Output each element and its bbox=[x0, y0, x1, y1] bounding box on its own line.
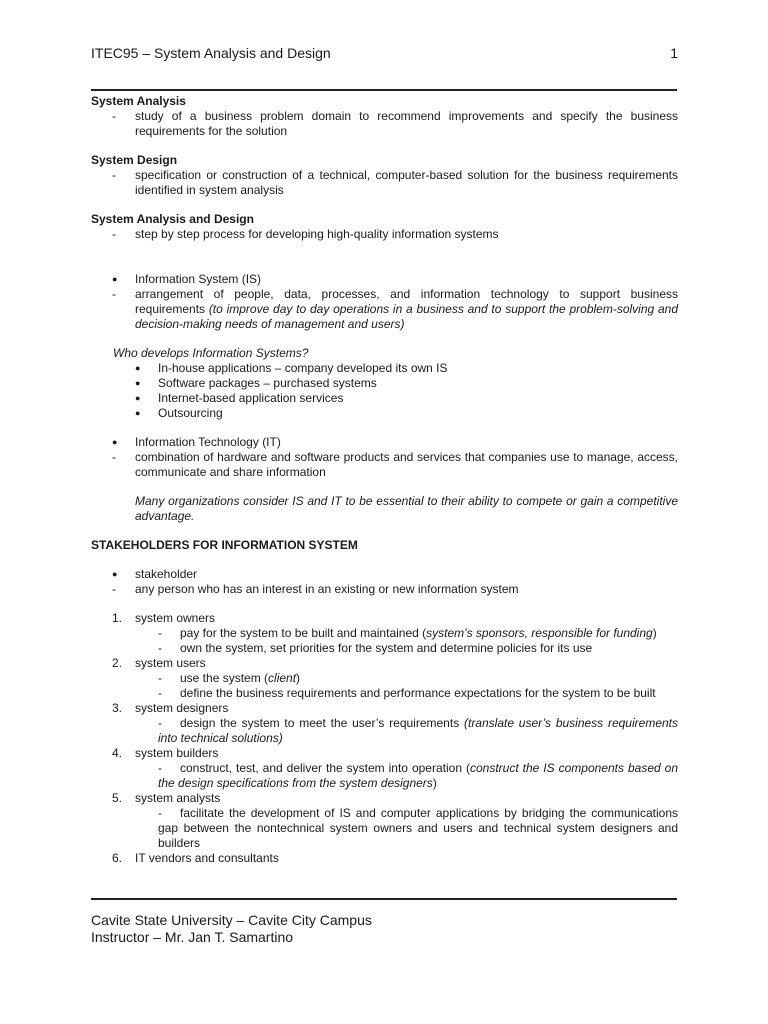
course-title: ITEC95 – System Analysis and Design bbox=[91, 45, 331, 61]
stakeholder-detail: - use the system (client) bbox=[158, 671, 301, 685]
footer-instructor: Instructor – Mr. Jan T. Samartino bbox=[91, 929, 294, 945]
list-item: ● Software packages – purchased systems bbox=[135, 376, 377, 390]
list-item: ● Outsourcing bbox=[135, 406, 223, 420]
stakeholder-item: 4. system builders bbox=[112, 746, 219, 760]
page-number: 1 bbox=[670, 45, 678, 61]
is-definition: - arrangement of people, data, processes, and information technology to support business requirements (to improve day to day operations in a business and to support the problem-solving and decision-making needs of management and users) bbox=[112, 287, 678, 331]
stakeholder-item: 6. IT vendors and consultants bbox=[112, 851, 279, 865]
stakeholder-detail: - facilitate the development of IS and computer applications by bridging the communications gap between the nontechnical system owners and users and technical system designers and builders bbox=[158, 806, 678, 850]
section-title: System Design bbox=[91, 153, 178, 167]
stakeholder-detail: - design the system to meet the user’s requirements (translate user’s business requirements into technical solutions) bbox=[158, 716, 678, 745]
stakeholder-detail: - construct, test, and deliver the system into operation (construct the IS components based on the design specifications from the system designers) bbox=[158, 761, 679, 790]
bullet-it: ● Information Technology (IT) bbox=[112, 435, 281, 449]
section-title: System Analysis and Design bbox=[91, 212, 254, 226]
list-item: ● Internet-based application services bbox=[135, 391, 344, 405]
bullet-stakeholder: ● stakeholder bbox=[112, 567, 198, 581]
definition: - step by step process for developing high-quality information systems bbox=[112, 227, 499, 241]
list-item: ● In-house applications – company developed its own IS bbox=[135, 361, 448, 375]
bullet-is: ● Information System (IS) bbox=[112, 272, 262, 286]
footer-university: Cavite State University – Cavite City Campus bbox=[91, 912, 372, 928]
document-body bbox=[91, 94, 678, 866]
definition: - specification or construction of a technical, computer-based solution for the business requirements identified in system analysis bbox=[112, 168, 678, 197]
stakeholder-detail: - own the system, set priorities for the system and determine policies for its use bbox=[158, 641, 593, 655]
stakeholder-item: 2. system users bbox=[112, 656, 206, 670]
who-develops-title: Who develops Information Systems? bbox=[113, 346, 309, 360]
stakeholder-item: 3. system designers bbox=[112, 701, 229, 715]
definition: - study of a business problem domain to recommend improvements and specify the business requirements for the solution bbox=[112, 109, 678, 138]
stakeholder-detail: - pay for the system to be built and maintained (system’s sponsors, responsible for funding) bbox=[158, 626, 657, 640]
section-title: System Analysis bbox=[91, 94, 186, 108]
stakeholder-definition: - any person who has an interest in an existing or new information system bbox=[112, 582, 519, 596]
page-header bbox=[91, 45, 678, 67]
it-definition: - combination of hardware and software products and services that companies use to manage, access, communicate and share information bbox=[112, 450, 678, 479]
stakeholders-heading: STAKEHOLDERS FOR INFORMATION SYSTEM bbox=[91, 538, 358, 552]
it-note: Many organizations consider IS and IT to be essential to their ability to compete or gain a competitive advantage. bbox=[135, 494, 678, 523]
footer-rule bbox=[91, 898, 677, 900]
page-footer bbox=[91, 912, 372, 946]
stakeholder-item: 5. system analysts bbox=[112, 791, 221, 805]
stakeholder-detail: - define the business requirements and performance expectations for the system to be built bbox=[158, 686, 656, 700]
header-rule bbox=[91, 89, 677, 91]
stakeholder-item: 1. system owners bbox=[112, 611, 216, 625]
